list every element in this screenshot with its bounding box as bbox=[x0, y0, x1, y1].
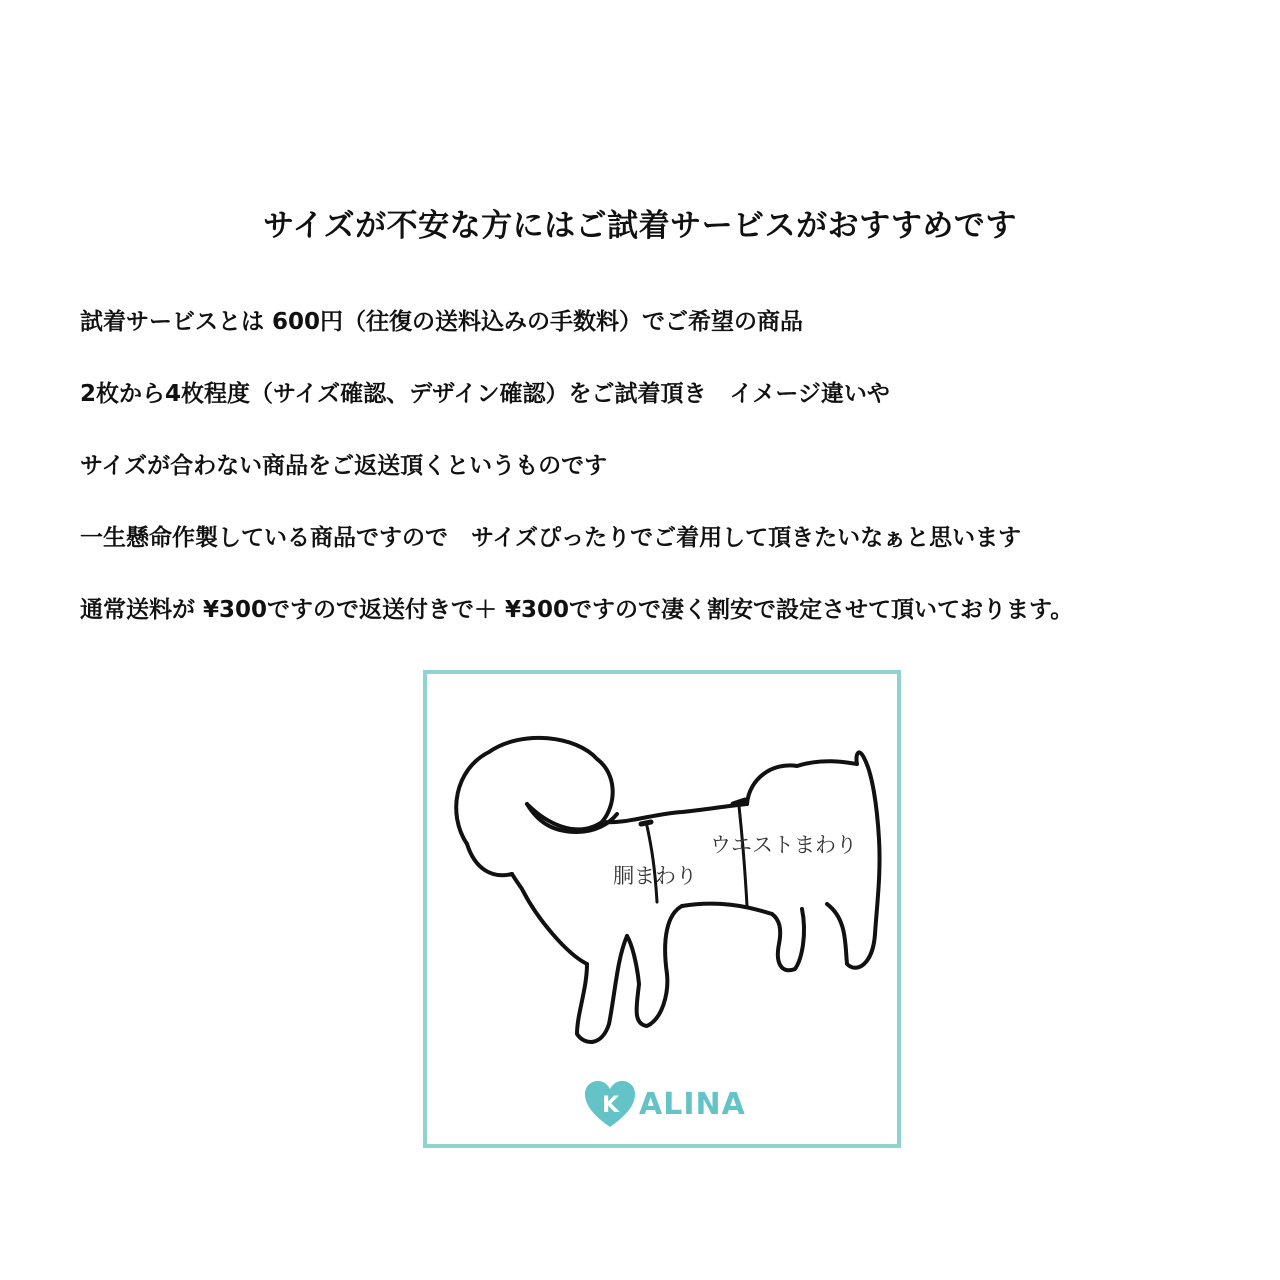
paragraph-5: 通常送料が ¥300ですので返送付きで＋ ¥300ですので凄く割安で設定させて頂いております。 bbox=[80, 597, 1074, 623]
paragraph-3: サイズが合わない商品をご返送頂くというものです bbox=[80, 453, 608, 479]
logo-text: ALINA bbox=[639, 1086, 746, 1122]
dog-silhouette-icon bbox=[427, 674, 897, 1144]
kalina-logo bbox=[583, 1078, 746, 1130]
paragraph-2: 2枚から4枚程度（サイズ確認、デザイン確認）をご試着頂き イメージ違いや bbox=[80, 381, 890, 407]
logo-badge-letter: K bbox=[602, 1093, 620, 1118]
paragraph-1: 試着サービスとは 600円（往復の送料込みの手数料）でご希望の商品 bbox=[80, 309, 804, 335]
paragraph-4: 一生懸命作製している商品ですので サイズぴったりでご着用して頂きたいなぁと思います bbox=[80, 525, 1022, 551]
chest-label: 胴まわり bbox=[613, 864, 697, 888]
waist-label: ウエストまわり bbox=[710, 833, 857, 857]
page-heading: サイズが不安な方にはご試着サービスがおすすめです bbox=[263, 208, 1017, 244]
size-guide-figure bbox=[423, 670, 901, 1148]
heart-logo-icon bbox=[583, 1079, 637, 1129]
